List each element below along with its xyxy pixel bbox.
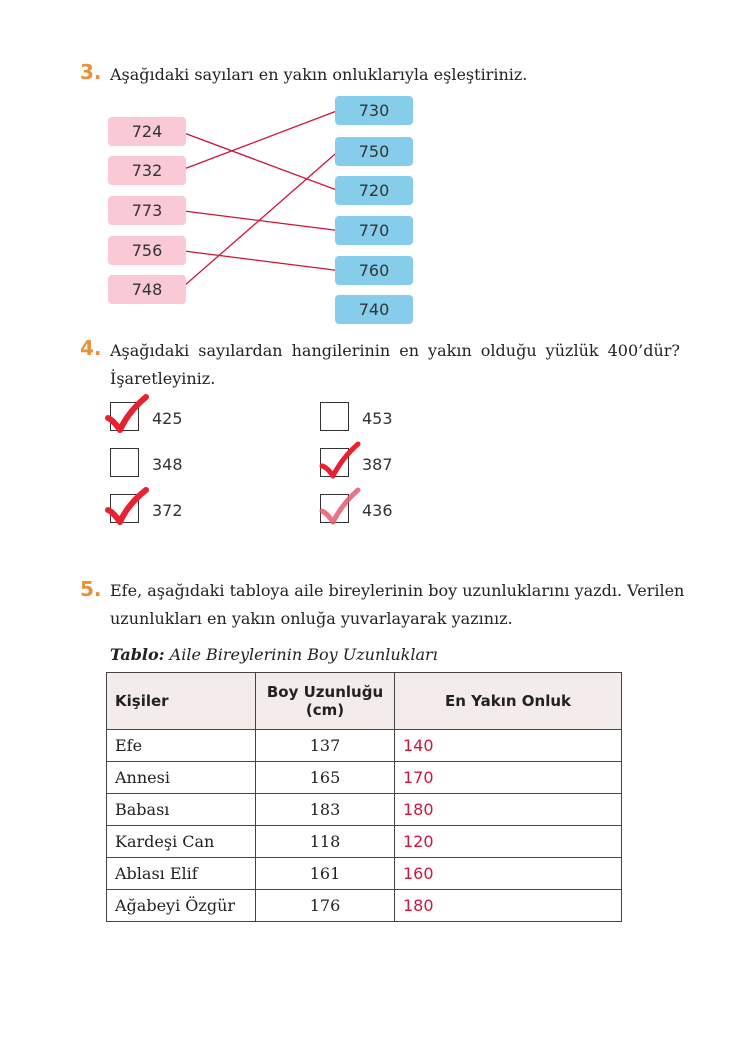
table-caption <box>110 645 438 664</box>
cell-height: 176 <box>256 890 395 922</box>
q4-text: Aşağıdaki sayılardan hangilerinin en yakın olduğu yüzlük 400’dür? İşaretleyiniz. <box>110 341 680 388</box>
cell-name: Babası <box>107 794 256 826</box>
option-label-436: 436 <box>362 501 393 520</box>
q3-right-3: 720 <box>335 176 413 205</box>
table-header-row <box>107 673 622 730</box>
cell-rounded[interactable]: 140 <box>395 730 622 762</box>
q5-number: 5. <box>80 577 102 601</box>
option-label-453: 453 <box>362 409 393 428</box>
checkbox-348[interactable] <box>110 448 139 477</box>
q3-left-2: 732 <box>108 156 186 185</box>
header-nearest-ten: En Yakın Onluk <box>395 673 622 730</box>
option-label-372: 372 <box>152 501 183 520</box>
q4-number: 4. <box>80 336 102 360</box>
cell-height: 165 <box>256 762 395 794</box>
checkbox-453[interactable] <box>320 402 349 431</box>
cell-name: Efe <box>107 730 256 762</box>
checkmark-icon <box>104 394 150 438</box>
match-line <box>180 152 338 290</box>
table-row <box>107 858 622 890</box>
option-label-387: 387 <box>362 455 393 474</box>
checkmark-icon <box>316 440 362 484</box>
q3-left-3: 773 <box>108 196 186 225</box>
q3-left-5: 748 <box>108 275 186 304</box>
table-row <box>107 762 622 794</box>
cell-name: Ablası Elif <box>107 858 256 890</box>
option-label-348: 348 <box>152 455 183 474</box>
q3-number: 3. <box>80 60 102 84</box>
table-row <box>107 794 622 826</box>
cell-rounded[interactable]: 160 <box>395 858 622 890</box>
cell-name: Annesi <box>107 762 256 794</box>
cell-name: Kardeşi Can <box>107 826 256 858</box>
checkmark-icon <box>316 486 362 530</box>
match-line <box>180 251 338 271</box>
q3-right-2: 750 <box>335 137 413 166</box>
q3-right-6: 740 <box>335 295 413 324</box>
cell-rounded[interactable]: 170 <box>395 762 622 794</box>
caption-title: Aile Bireylerinin Boy Uzunlukları <box>164 645 438 664</box>
q3-left-4: 756 <box>108 236 186 265</box>
table-row <box>107 890 622 922</box>
table-row <box>107 730 622 762</box>
table-row <box>107 826 622 858</box>
header-height: Boy Uzunluğu (cm) <box>256 673 395 730</box>
cell-name: Ağabeyi Özgür <box>107 890 256 922</box>
cell-rounded[interactable]: 120 <box>395 826 622 858</box>
height-table <box>106 672 622 922</box>
cell-rounded[interactable]: 180 <box>395 794 622 826</box>
q3-text: Aşağıdaki sayıları en yakın onluklarıyla eşleştiriniz. <box>110 65 528 84</box>
q3-right-5: 760 <box>335 256 413 285</box>
cell-rounded[interactable]: 180 <box>395 890 622 922</box>
q3-left-1: 724 <box>108 117 186 146</box>
header-people: Kişiler <box>107 673 256 730</box>
q5-text: Efe, aşağıdaki tabloya aile bireylerinin boy uzunluklarını yazdı. Verilen uzunlukları en yakın onluğa yuvarlayarak yazınız. <box>110 581 685 628</box>
cell-height: 118 <box>256 826 395 858</box>
cell-height: 161 <box>256 858 395 890</box>
cell-height: 137 <box>256 730 395 762</box>
q3-right-1: 730 <box>335 96 413 125</box>
q3-right-4: 770 <box>335 216 413 245</box>
caption-label: Tablo: <box>110 645 165 664</box>
option-label-425: 425 <box>152 409 183 428</box>
checkmark-icon <box>104 486 150 530</box>
cell-height: 183 <box>256 794 395 826</box>
